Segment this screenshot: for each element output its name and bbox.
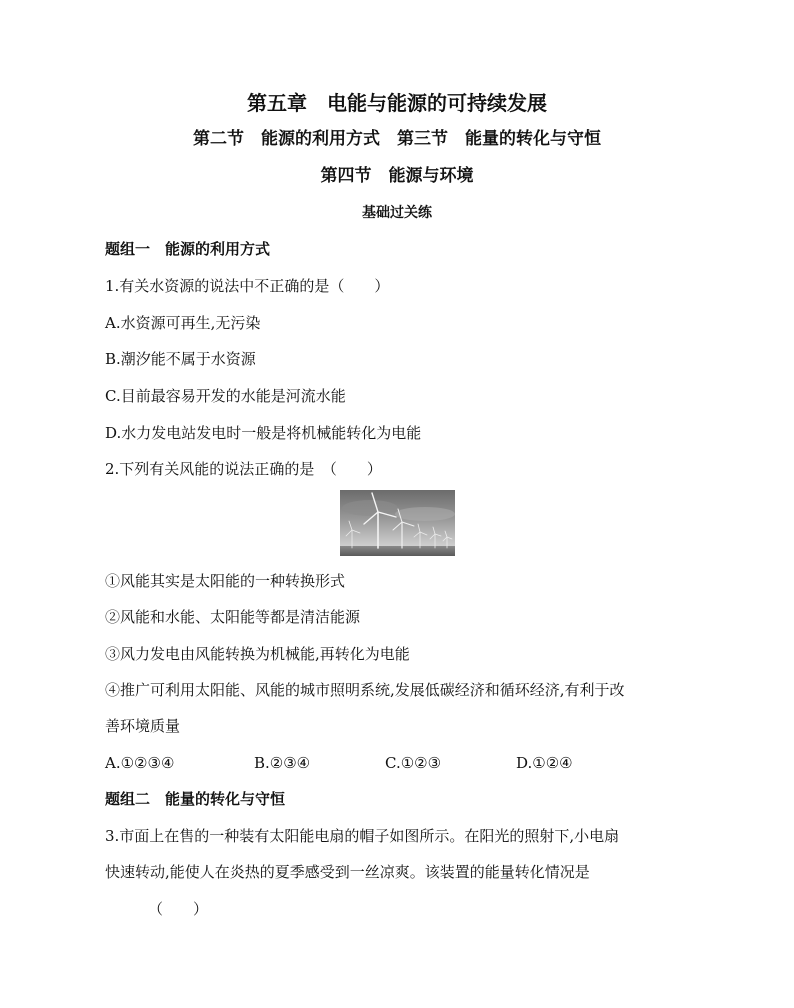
q2-statement-1: ①风能其实是太阳能的一种转换形式 — [105, 572, 346, 590]
q1-option-c: C.目前最容易开发的水能是河流水能 — [105, 387, 346, 405]
q2-statement-3: ③风力发电由风能转换为机械能,再转化为电能 — [105, 645, 410, 663]
group1-title: 题组一 能源的利用方式 — [105, 240, 271, 258]
q1-option-a: A.水资源可再生,无污染 — [105, 314, 261, 332]
q2-option-d: D.①②④ — [516, 754, 573, 772]
q1-stem: 1.有关水资源的说法中不正确的是（ ） — [105, 277, 390, 295]
q2-option-a: A.①②③④ — [105, 754, 175, 772]
q2-option-c: C.①②③ — [385, 754, 442, 772]
q2-option-b: B.②③④ — [254, 754, 311, 772]
q1-option-d: D.水力发电站发电时一般是将机械能转化为电能 — [105, 424, 422, 442]
q2-stem: 2.下列有关风能的说法正确的是 （ ） — [105, 460, 382, 478]
q3-line-2: 快速转动,能使人在炎热的夏季感受到一丝凉爽。该装置的能量转化情况是 — [105, 863, 590, 881]
section-line: 第二节 能源的利用方式 第三节 能量的转化与守恒 — [193, 129, 601, 149]
q3-line-3: （ ） — [148, 900, 209, 918]
wind-turbine-photo — [340, 490, 455, 556]
q3-line-1: 3.市面上在售的一种装有太阳能电扇的帽子如图所示。在阳光的照射下,小电扇 — [105, 827, 620, 845]
q2-statement-4-cont: 善环境质量 — [105, 717, 181, 735]
q1-option-b: B.潮汐能不属于水资源 — [105, 350, 256, 368]
group2-title: 题组二 能量的转化与守恒 — [105, 790, 286, 808]
q2-statement-4: ④推广可利用太阳能、风能的城市照明系统,发展低碳经济和循环经济,有利于改 — [105, 681, 625, 699]
q2-options-row — [0, 753, 794, 773]
section-line-2: 第四节 能源与环境 — [320, 166, 474, 186]
subtitle: 基础过关练 — [362, 205, 432, 221]
chapter-title: 第五章 电能与能源的可持续发展 — [247, 91, 547, 115]
q2-statement-2: ②风能和水能、太阳能等都是清洁能源 — [105, 608, 361, 626]
